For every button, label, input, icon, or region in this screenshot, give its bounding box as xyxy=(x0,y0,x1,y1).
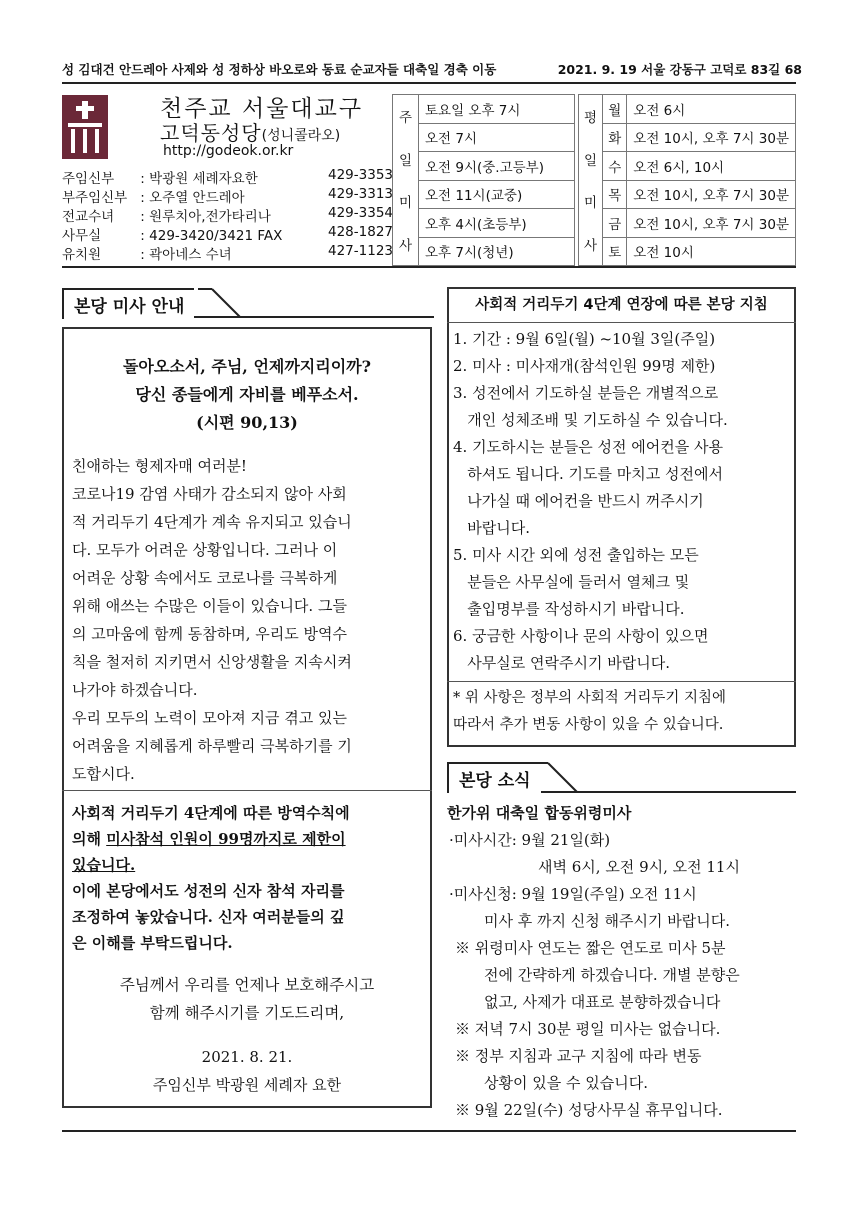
mass-time: 오전 9시(중.고등부) xyxy=(419,152,575,181)
letter-line: 의 고마움에 함께 동참하며, 우리도 방역수 xyxy=(72,625,347,643)
news-line: 새벽 6시, 오전 9시, 오전 11시 xyxy=(538,858,740,876)
staff-phone: 427-1123 xyxy=(328,243,393,259)
closing-line: 주님께서 우리를 언제나 보호해주시고 xyxy=(119,976,375,994)
news-line: ·미사신청: 9월 19일(주일) 오전 11시 xyxy=(449,885,697,903)
mass-time: 오후 4시(초등부) xyxy=(419,209,575,238)
header-divider xyxy=(62,82,796,84)
notice-line: 은 이해를 부탁드립니다. xyxy=(72,934,233,952)
section-title-news: 본당 소식 xyxy=(447,762,541,793)
guide-item: 2. 미사 : 미사재개(참석인원 99명 제한) xyxy=(453,357,716,375)
letter-line: 다. 모두가 어려운 상황입니다. 그러나 이 xyxy=(72,541,338,559)
staff-row: 주임신부 : 박광원 세례자요한 429-3353 xyxy=(62,167,393,187)
header-date-address: 2021. 9. 19 서울 강동구 고덕로 83길 68 xyxy=(557,62,802,77)
weekday-mass-category xyxy=(579,95,603,266)
news-line: ※ 저녁 7시 30분 평일 미사는 없습니다. xyxy=(455,1020,721,1038)
parish-patron: (성니콜라오) xyxy=(261,128,341,144)
closing-line: 함께 해주시기를 기도드리며, xyxy=(149,1004,345,1022)
mass-day: 금 xyxy=(603,209,627,238)
category-char: 일 xyxy=(584,152,598,169)
guide-title-divider xyxy=(447,322,796,323)
guide-item: 출입명부를 작성하시기 바랍니다. xyxy=(453,600,685,618)
news-line: 없고, 사제가 대표로 분향하겠습니다 xyxy=(484,993,721,1011)
guide-item: 개인 성체조배 및 기도하실 수 있습니다. xyxy=(453,411,728,429)
sunday-mass-table xyxy=(392,94,575,266)
staff-label: 전교수녀 xyxy=(62,209,115,225)
mass-time: 오전 6시 xyxy=(627,95,796,124)
guide-item: 3. 성전에서 기도하실 분들은 개별적으로 xyxy=(453,384,719,402)
guide-item: 분들은 사무실에 들러서 열체크 및 xyxy=(453,573,690,591)
notice-line: 조정하여 놓았습니다. 신자 여러분들의 깊 xyxy=(72,908,345,926)
category-char: 일 xyxy=(398,152,413,169)
letter-line: 칙을 철저히 지키면서 신앙생활을 지속시켜 xyxy=(72,653,352,671)
category-char: 미 xyxy=(398,195,413,212)
staff-row: 부주임신부 : 오주열 안드레아 429-3313 xyxy=(62,186,393,206)
header-title: 성 김대건 안드레아 사제와 성 정하상 바오로와 동료 순교자들 대축일 경축 이동 xyxy=(62,62,497,77)
notice-underlined: 미사참석 인원이 99명까지로 제한이 xyxy=(106,830,346,848)
news-line: ※ 정부 지침과 교구 지침에 따라 변동 xyxy=(455,1047,702,1065)
staff-row: 유치원 : 곽아네스 수녀 427-1123 xyxy=(62,243,393,263)
mass-time: 오전 10시, 오후 7시 30분 xyxy=(627,123,796,152)
guide-title: 사회적 거리두기 4단계 연장에 따른 본당 지침 xyxy=(475,297,768,313)
guide-note-divider xyxy=(447,681,796,682)
guide-item: 5. 미사 시간 외에 성전 출입하는 모든 xyxy=(453,546,699,564)
notice-underlined: 있습니다. xyxy=(72,856,136,874)
news-line: 전에 간략하게 하겠습니다. 개별 분향은 xyxy=(484,966,740,984)
mass-time: 오전 11시(교중) xyxy=(419,180,575,209)
staff-label: 사무실 xyxy=(62,228,102,244)
guide-item: 바랍니다. xyxy=(453,519,531,537)
mass-time: 오후 7시(청년) xyxy=(419,237,575,266)
news-line: 상황이 있을 수 있습니다. xyxy=(484,1074,648,1092)
staff-row: 사무실 : 429-3420/3421 FAX 428-1827 xyxy=(62,224,393,244)
notice-line: 사회적 거리두기 4단계에 따른 방역수칙에 xyxy=(72,804,350,822)
mass-time: 오전 10시 xyxy=(627,237,796,266)
guide-item: 4. 기도하시는 분들은 성전 에어컨을 사용 xyxy=(453,438,723,456)
letter-date: 2021. 8. 21. xyxy=(201,1048,293,1066)
guide-item: 1. 기간 : 9월 6일(월) ~10월 3일(주일) xyxy=(453,330,716,348)
staff-name: 429-3420/3421 FAX xyxy=(149,228,283,244)
section-tab-slant xyxy=(198,288,242,318)
news-line: ·미사시간: 9월 21일(화) xyxy=(449,831,611,849)
guide-item: 하셔도 됩니다. 기도를 마치고 성전에서 xyxy=(453,465,723,483)
category-char: 주 xyxy=(398,110,413,127)
footer-divider xyxy=(62,1130,796,1132)
news-line: ※ 9월 22일(수) 성당사무실 휴무입니다. xyxy=(455,1101,723,1119)
mass-day: 목 xyxy=(603,180,627,209)
notice-line: 이에 본당에서도 성전의 신자 참석 자리를 xyxy=(72,882,345,900)
section-title-mass-guide: 본당 미사 안내 xyxy=(62,288,194,319)
notice-line xyxy=(72,852,135,879)
mass-day: 월 xyxy=(603,95,627,124)
mass-time: 오전 7시 xyxy=(419,123,575,152)
category-char: 사 xyxy=(584,237,598,254)
notice-line xyxy=(72,826,346,853)
quote-source: (시편 90,13) xyxy=(196,413,298,432)
letter-line: 도합시다. xyxy=(72,765,135,783)
news-heading: 한가위 대축일 합동위령미사 xyxy=(447,804,632,822)
staff-phone: 428-1827 xyxy=(328,224,393,240)
letter-divider xyxy=(62,790,432,791)
weekday-mass-table xyxy=(578,94,796,266)
staff-name: 곽아네스 수녀 xyxy=(149,247,232,263)
section-tab-slant xyxy=(534,762,578,793)
staff-name: 박광원 세례자요한 xyxy=(149,171,258,187)
news-line: 미사 후 까지 신청 해주시기 바랍니다. xyxy=(484,912,730,930)
sunday-mass-category xyxy=(393,95,419,266)
guide-item: 나가실 때 에어컨을 반드시 꺼주시기 xyxy=(453,492,704,510)
mass-day: 화 xyxy=(603,123,627,152)
staff-name: 오주열 안드레아 xyxy=(149,190,245,206)
letter-line: 어려운 상황 속에서도 코로나를 극복하게 xyxy=(72,569,338,587)
mass-time: 오전 6시, 10시 xyxy=(627,152,796,181)
guide-note: * 위 사항은 정부의 사회적 거리두기 지침에 xyxy=(453,690,727,706)
staff-row: 전교수녀 : 원루치아,전가타리나 429-3354 xyxy=(62,205,393,225)
notice-text: 의해 xyxy=(72,830,107,848)
category-char: 평 xyxy=(584,110,598,127)
news-line: ※ 위령미사 연도는 짧은 연도로 미사 5분 xyxy=(455,939,726,957)
letter-line: 코로나19 감염 사태가 감소되지 않아 사회 xyxy=(72,485,347,503)
staff-name: 원루치아,전가타리나 xyxy=(149,209,271,225)
website-link[interactable]: http://godeok.or.kr xyxy=(163,143,294,159)
parish-name xyxy=(160,117,340,146)
staff-phone: 429-3353 xyxy=(328,167,393,183)
page-header xyxy=(62,60,802,78)
guide-item: 사무실로 연락주시기 바랍니다. xyxy=(453,654,670,672)
diocese-name: 천주교 서울대교구 xyxy=(160,96,364,122)
mass-time: 오전 10시, 오후 7시 30분 xyxy=(627,209,796,238)
masthead-divider xyxy=(62,266,796,268)
letter-line: 적 거리두기 4단계가 계속 유지되고 있습니 xyxy=(72,513,352,531)
category-char: 사 xyxy=(398,237,413,254)
letter-line: 나가야 하겠습니다. xyxy=(72,681,198,699)
staff-phone: 429-3354 xyxy=(328,205,393,221)
letter-line: 어려움을 지혜롭게 하루빨리 극복하기를 기 xyxy=(72,737,352,755)
guide-note: 따라서 추가 변동 사항이 있을 수 있습니다. xyxy=(453,717,724,733)
mass-time: 오전 10시, 오후 7시 30분 xyxy=(627,180,796,209)
letter-line: 위해 애쓰는 수많은 이들이 있습니다. 그들 xyxy=(72,597,347,615)
guide-item: 6. 궁금한 사항이나 문의 사항이 있으면 xyxy=(453,627,709,645)
quote-line: 돌아오소서, 주님, 언제까지리이까? xyxy=(122,357,372,376)
staff-label: 유치원 xyxy=(62,247,102,263)
letter-line: 우리 모두의 노력이 모아져 지금 겪고 있는 xyxy=(72,709,347,727)
staff-label: 부주임신부 xyxy=(62,190,128,206)
mass-day: 토 xyxy=(603,237,627,266)
staff-phone: 429-3313 xyxy=(328,186,393,202)
letter-line: 친애하는 형제자매 여러분! xyxy=(72,457,247,475)
category-char: 미 xyxy=(584,195,598,212)
mass-day: 수 xyxy=(603,152,627,181)
parish-label: 고덕동성당 xyxy=(160,121,262,145)
church-logo-icon xyxy=(62,95,108,159)
mass-time: 토요일 오후 7시 xyxy=(419,95,575,124)
letter-signature: 주임신부 박광원 세례자 요한 xyxy=(152,1076,342,1094)
staff-label: 주임신부 xyxy=(62,171,115,187)
quote-line: 당신 종들에게 자비를 베푸소서. xyxy=(135,385,359,404)
